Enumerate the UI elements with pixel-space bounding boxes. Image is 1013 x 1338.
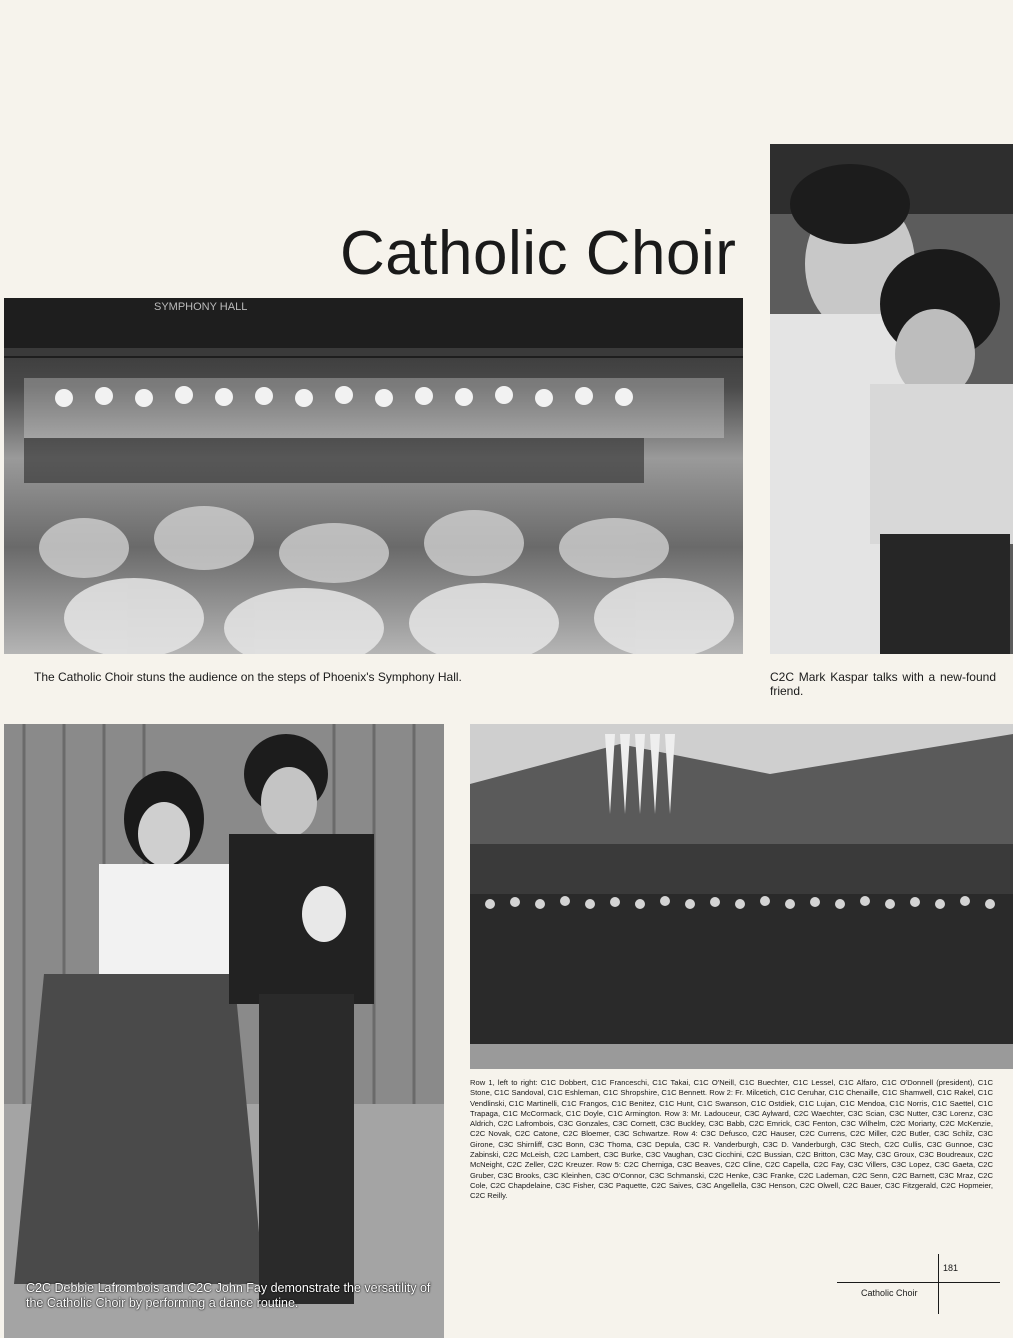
- page-number: 181: [943, 1263, 959, 1273]
- kaspar-caption: C2C Mark Kaspar talks with a new-found friend.: [770, 670, 996, 698]
- folio-vertical-rule: [938, 1254, 939, 1314]
- performance-caption: The Catholic Choir stuns the audience on the steps of Phoenix's Symphony Hall.: [34, 670, 462, 684]
- page-title: Catholic Choir: [340, 219, 737, 288]
- choir-group-photo: [470, 724, 1013, 1069]
- dance-caption: C2C Debbie Lafrombois and C2C John Fay demonstrate the versatility of the Catholic Choir by performing a dance routine.: [26, 1281, 431, 1310]
- choir-performance-photo: [4, 298, 743, 654]
- dance-photo: [4, 724, 444, 1338]
- folio-horizontal-rule: [837, 1282, 1000, 1283]
- folio-section-label: Catholic Choir: [861, 1288, 918, 1298]
- kaspar-photo: [770, 144, 1013, 654]
- symphony-hall-sign: SYMPHONY HALL: [154, 301, 248, 313]
- group-roster-caption: Row 1, left to right: C1C Dobbert, C1C Franceschi, C1C Takai, C1C O'Neill, C1C Buechter, C1C Lessel, C1C Alfaro, C1C O'Donnell (president), C1C Stone, C1C Sandoval, C1C Eshleman, C1C Shropshire, C1C Bennett. Row 2: Fr. Milcetich, C1C Ceruhar, C1C Chenaille, C1C Shamwell, C1C Rakel, C1C Vendlinski, C1C Martinelli, C1C Frangos, C1C Benitez, C1C Hunt, C1C Swanson, C1C Ostdiek, C1C Lujan, C1C Mendoa, C1C Norris, C1C Saettel, C1C Trapaga, C1C McCormack, C1C Doyle, C1C Armington. Row 3: Mr. Ladouceur, C3C Aylward, C2C Waechter, C3C Scian, C3C Nutter, C3C Lorenz, C3C Aldrich, C2C Lafrombois, C3C Gonzales, C3C Cornett, C3C Buckley, C3C Babb, C2C Emrick, C3C Fenton, C3C Wilhelm, C2C Moriarty, C2C McKenzie, C2C Novak, C2C Catone, C2C Bloemer, C3C Schwartze. Row 4: C3C Defusco, C2C Hauser, C2C Currens, C2C Miller, C2C Butler, C3C Schilz, C3C Girone, C3C Shirnliff, C3C Bonn, C3C Thoma, C3C Depula, C3C R. Vanderburgh, C3C D. Vanderburgh, C3C Stech, C2C Cullis, C3C Gunnoe, C3C Zabinski, C2C McLeish, C2C Lambert, C3C Burke, C3C Vaughan, C3C Cicchini, C2C Bussian, C2C Britton, C3C May, C3C Groux, C3C Boudreaux, C2C McNeight, C2C Zeller, C2C Kreuzer. Row 5: C2C Cherniga, C3C Beaves, C2C Cline, C2C Capella, C2C Fay, C3C Villers, C3C Lopez, C3C Gaeta, C2C Gruber, C3C Brooks, C3C Kleinhen, C3C O'Connor, C3C Schmanski, C2C Henke, C3C Franke, C2C Lademan, C2C Senn, C2C Barnett, C3C Mraz, C2C Cole, C2C Chapdelaine, C3C Fisher, C3C Paquette, C2C Saives, C3C Angellella, C3C Henson, C2C Olwell, C2C Bauer, C3C Fitzgerald, C2C Hopmeier, C2C Reilly.: [470, 1078, 993, 1201]
